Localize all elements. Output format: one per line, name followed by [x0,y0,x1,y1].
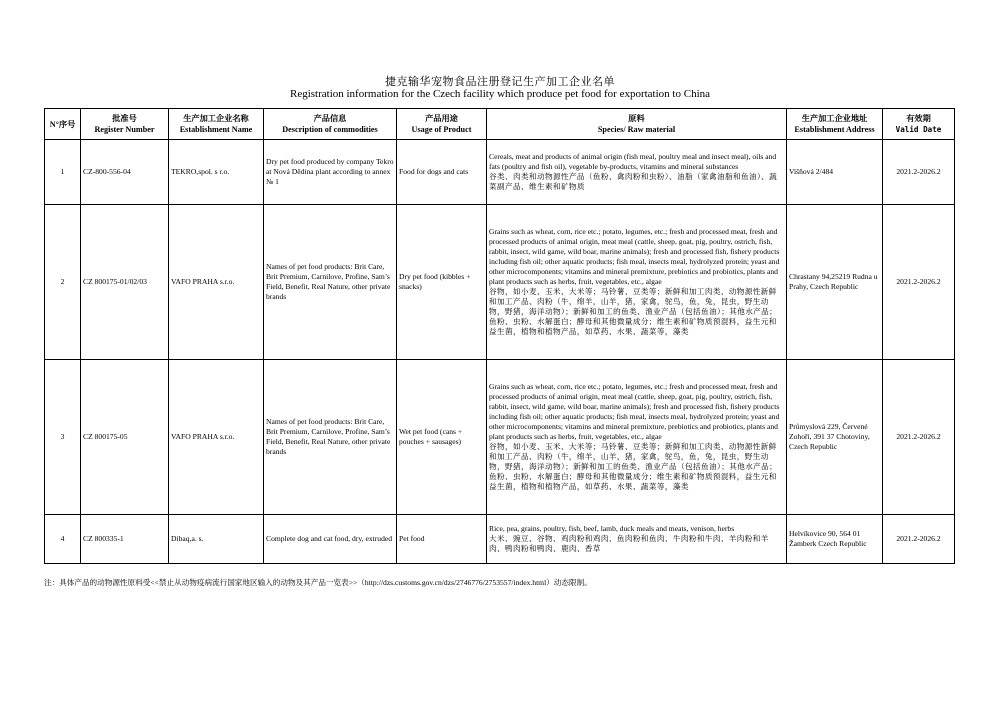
cell-raw-material [487,515,787,564]
cell-establishment: Dibaq,a. s. [169,515,264,564]
header-usage: 产品用途 Usage of Product [397,109,487,140]
cell-usage: Wet pet food (cans + pouches + sausages) [397,360,487,515]
header-raw-material: 原料 Species/ Raw material [487,109,787,140]
header-no: N°序号 [45,109,81,140]
cell-commodities: Names of pet food products: Brit Care, Brit Premium, Carnilove, Profine, Sam’s Field, Benefit, Real Nature, other private brands [264,360,397,515]
cell-raw-material [487,205,787,360]
registration-table [44,108,955,564]
cell-valid-date: 2021.2-2026.2 [883,205,955,360]
header-establishment: 生产加工企业名称 Establishment Name [169,109,264,140]
cell-usage: Dry pet food (kibbles + snacks) [397,205,487,360]
cell-valid-date: 2021.2-2026.2 [883,140,955,205]
cell-commodities: Dry pet food produced by company Tekro at Nová Dědina plant according to annex № 1 [264,140,397,205]
header-address: 生产加工企业地址 Establishment Address [787,109,883,140]
footnote: 注：具体产品的动物源性原料受<<禁止从动物疫病流行国家地区输入的动物及其产品一览表>>（http://dzs.customs.gov.cn/dzs/2746776/2753557/index.html）动态限制。 [44,578,592,587]
table-row [45,140,955,205]
header-register: 批准号 Register Number [81,109,169,140]
cell-establishment: TEKRO,spol. s r.o. [169,140,264,205]
cell-usage: Food for dogs and cats [397,140,487,205]
cell-usage: Pet food [397,515,487,564]
cell-register: CZ-800-556-04 [81,140,169,205]
cell-register: CZ 800335-1 [81,515,169,564]
header-valid-date: 有效期 Valid Date [883,109,955,140]
header-commodities: 产品信息 Description of commodities [264,109,397,140]
table-row [45,205,955,360]
raw-cn: 谷物，如小麦、玉米、大米等；马铃薯、豆类等；新鲜和加工肉类、动物源性新鲜和加工产品、肉粉（牛，绵羊，山羊，猪，家禽，鸵鸟，鱼，兔，昆虫，野生动物，野猪，海洋动物）；新鲜和加工的鱼类、渔业产品（包括鱼油）；其他水产品；鱼粉、虫粉、水解蛋白；酵母和其他微量成分；维生素和矿物质预混料，益生元和益生菌，植物和植物产品，如草药、水果、蔬菜等，藻类 [489,442,778,491]
cell-address: Průmyslová 229, Červené Zohoří, 391 37 Chotoviny, Czech Republic [787,360,883,515]
title-english: Registration information for the Czech facility which produce pet food for exportation to China [289,88,711,100]
raw-cn: 谷类、肉类和动物源性产品（鱼粉、禽肉粉和虫粉）、油脂（家禽油脂和鱼油）、蔬菜副产品、维生素和矿物质 [489,172,778,191]
cell-raw-material [487,140,787,205]
raw-en: Cereals, meat and products of animal origin (fish meal, poultry meal and insect meal), oils and fats (poultry and fish oil), vegetable by-products, vitamins and mineral substances [489,152,777,171]
cell-address: Chrastany 94,25219 Rudna u Prahy, Czech Republic [787,205,883,360]
cell-no: 2 [45,205,81,360]
cell-establishment: VAFO PRAHA s.r.o. [169,205,264,360]
cell-address: Višňová 2/484 [787,140,883,205]
cell-no: 3 [45,360,81,515]
header-row [45,109,955,140]
cell-valid-date: 2021.2-2026.2 [883,360,955,515]
cell-commodities: Names of pet food products: Brit Care, Brit Premium, Carnilove, Profine, Sam’s Field, Benefit, Real Nature, other private brands [264,205,397,360]
raw-en: Rice, pea, grains, poultry, fish, beef, lamb, duck meals and meats, venison, herbs [489,524,735,533]
raw-cn: 谷物，如小麦、玉米、大米等；马铃薯、豆类等；新鲜和加工肉类、动物源性新鲜和加工产品、肉粉（牛，绵羊，山羊，猪，家禽，鸵鸟，鱼，兔，昆虫，野生动物，野猪，海洋动物）；新鲜和加工的鱼类、渔业产品（包括鱼油）；其他水产品；鱼粉、虫粉、水解蛋白；酵母和其他微量成分；维生素和矿物质预混料，益生元和益生菌，植物和植物产品，如草药、水果、蔬菜等，藻类 [489,287,778,336]
cell-commodities: Complete dog and cat food, dry, extruded [264,515,397,564]
cell-establishment: VAFO PRAHA s.r.o. [169,360,264,515]
cell-no: 4 [45,515,81,564]
raw-en: Grains such as wheat, corn, rice etc.; potato, legumes, etc.; fresh and processed meat, fresh and processed products of animal origin, meat meal (cattle, sheep, goat, pig, poultry, ostrich, fish, rabbit, insect, wild game, wild boar, marine animals); fresh and processed fish, fishery products including fish oil; other aquatic products; fish meal, insects meal, hydrolyzed protein; yeast and other microcomponents; vitamins and mineral premixture, prebiotics and probiotics, plants and plant products such as herbs, fruit, vegetables, etc., algae [489,382,780,441]
cell-register: CZ 800175-05 [81,360,169,515]
table-row [45,515,955,564]
raw-en: Grains such as wheat, corn, rice etc.; potato, legumes, etc.; fresh and processed meat, fresh and processed products of animal origin, meat meal (cattle, sheep, goat, pig, poultry, ostrich, fish, rabbit, insect, wild game, wild boar, marine animals); fresh and processed fish, fishery products including fish oil; other aquatic products; fish meal, insects meal, hydrolyzed protein; yeast and other microcomponents; vitamins and mineral premixture, prebiotics and probiotics, plants and plant products such as herbs, fruit, vegetables, etc., algae [489,227,780,286]
cell-register: CZ 800175-01/02/03 [81,205,169,360]
cell-valid-date: 2021.2-2026.2 [883,515,955,564]
title-chinese: 捷克输华宠物食品注册登记生产加工企业名单 [385,75,615,88]
cell-raw-material [487,360,787,515]
cell-address: Helvíkovice 90, 564 01 Žamberk Czech Republic [787,515,883,564]
cell-no: 1 [45,140,81,205]
table-row [45,360,955,515]
raw-cn: 大米、豌豆、谷物、鸡肉粉和鸡肉、鱼肉粉和鱼肉、牛肉粉和牛肉、羊肉粉和羊肉、鸭肉粉和鸭肉、鹿肉、香草 [489,534,769,553]
